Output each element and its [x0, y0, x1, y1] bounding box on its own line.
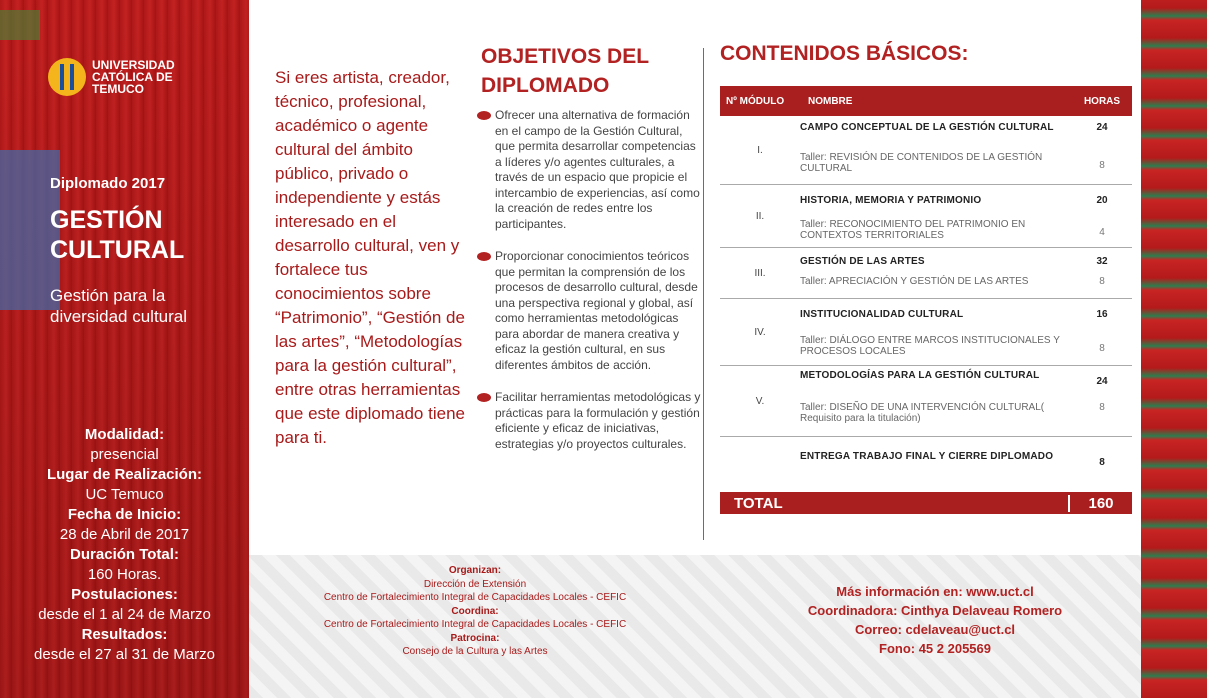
organizers-heading: Organizan:	[448, 565, 502, 576]
objective-text: Proporcionar conocimientos teóricos que permitan la comprensión de los procesos de desarrollo cultural, desde una perspectiva regional y global, así como herramientas metodológicas para abordar de manera creativa y eficaz la gestión cultural, en sus diferentes ámbitos de acción.	[495, 249, 698, 372]
module-hours: 16	[1096, 309, 1108, 320]
header-cell: NOMBRE	[808, 95, 853, 107]
table-row	[720, 185, 1132, 248]
university-logo	[48, 58, 175, 96]
table-row	[720, 437, 1132, 489]
organizer-line: Dirección de Extensión	[423, 578, 527, 590]
module-name: METODOLOGÍAS PARA LA GESTIÓN CULTURAL	[800, 370, 1040, 381]
subtitle-line: diversidad cultural	[50, 307, 188, 326]
logo-line: UNIVERSIDAD	[92, 58, 175, 72]
detail-key: Lugar de Realización:	[46, 466, 203, 483]
bullet-icon	[477, 252, 491, 261]
module-cell	[800, 299, 1132, 365]
workshop-name: Taller: DIÁLOGO ENTRE MARCOS INSTITUCIONALES Y PROCESOS LOCALES	[800, 335, 1060, 357]
objective-text: Facilitar herramientas metodológicas y prácticas para la formulación y gestión eficiente y eficaz de iniciativas, estrategias y/o proyectos culturales.	[495, 390, 701, 451]
title-line: CULTURAL	[50, 236, 185, 264]
module-hours: 8	[1099, 457, 1105, 468]
coordinator-heading: Coordina:	[451, 605, 499, 617]
title-line: OBJETIVOS DEL	[481, 45, 650, 68]
logo-icon	[48, 58, 86, 96]
detail-value: desde el 27 al 31 de Marzo	[34, 646, 215, 663]
detail-value: UC Temuco	[85, 486, 164, 503]
module-hours: 20	[1096, 195, 1108, 206]
workshop-hours: 8	[1099, 276, 1105, 287]
table-row	[720, 248, 1132, 299]
total-value: 160	[1068, 495, 1132, 512]
info-coordinator: Coordinadora: Cinthya Delaveau Romero	[807, 603, 1063, 618]
sponsor-line: Consejo de la Cultura y las Artes	[402, 646, 548, 657]
objective-item	[477, 108, 702, 232]
objectives-list	[477, 108, 702, 469]
module-number: I.	[757, 144, 763, 156]
objective-text: Ofrecer una alternativa de formación en el campo de la Gestión Cultural, que permita desarrollar competencias a líderes y/o agentes culturales, a través de un espacio que propicie el intercambio de experiencias, así como la creación de redes entre los participantes.	[495, 108, 700, 231]
detail-key: Resultados:	[81, 626, 168, 643]
workshop-name: Taller: REVISIÓN DE CONTENIDOS DE LA GESTIÓN CULTURAL	[800, 152, 1043, 174]
contents-table	[720, 86, 1132, 489]
info-website[interactable]: Más información en: www.uct.cl	[836, 584, 1034, 599]
objective-item	[477, 249, 702, 373]
title-line: GESTIÓN	[50, 206, 163, 234]
workshop-name: Taller: RECONOCIMIENTO DEL PATRIMONIO EN CONTEXTOS TERRITORIALES	[800, 219, 1026, 241]
diploma-subtitle	[50, 285, 187, 327]
detail-key: Fecha de Inicio:	[67, 506, 182, 523]
decorative-strip	[1141, 0, 1207, 698]
bullet-icon	[477, 111, 491, 120]
workshop-hours: 8	[1099, 402, 1105, 413]
objectives-title	[481, 42, 649, 100]
header-cell: Nº MÓDULO	[726, 95, 785, 107]
detail-value: desde el 1 al 24 de Marzo	[38, 606, 211, 623]
divider	[703, 48, 704, 540]
module-name: HISTORIA, MEMORIA Y PATRIMONIO	[800, 195, 982, 206]
module-cell	[800, 116, 1132, 184]
module-cell	[800, 437, 1132, 489]
module-number: III.	[754, 267, 766, 279]
diploma-title	[50, 205, 184, 265]
module-name: INSTITUCIONALIDAD CULTURAL	[800, 309, 964, 320]
module-name: CAMPO CONCEPTUAL DE LA GESTIÓN CULTURAL	[800, 122, 1054, 133]
program-details	[0, 425, 249, 665]
logo-line: TEMUCO	[92, 82, 144, 96]
module-hours: 24	[1096, 122, 1108, 133]
logo-line: CATÓLICA DE	[92, 70, 173, 84]
total-label: TOTAL	[734, 494, 783, 512]
module-name: ENTREGA TRABAJO FINAL Y CIERRE DIPLOMADO	[800, 451, 1054, 462]
module-number: V.	[755, 395, 765, 407]
header-cell: HORAS	[1083, 95, 1121, 107]
diploma-year: Diplomado 2017	[50, 175, 166, 192]
module-cell	[800, 248, 1132, 298]
module-number	[720, 437, 800, 489]
decorative-block	[0, 10, 40, 40]
detail-value: 28 de Abril de 2017	[59, 526, 190, 543]
detail-key: Modalidad:	[84, 426, 165, 443]
module-number: II.	[755, 210, 765, 222]
detail-key: Postulaciones:	[71, 586, 178, 603]
contents-title: CONTENIDOS BÁSICOS:	[720, 42, 969, 65]
table-row	[720, 116, 1132, 185]
module-number: IV.	[754, 326, 766, 338]
detail-key: Duración Total:	[70, 546, 179, 563]
module-cell	[800, 185, 1132, 247]
total-row	[720, 492, 1132, 514]
objective-item	[477, 390, 702, 452]
title-line: DIPLOMADO	[481, 74, 610, 97]
info-phone: Fono: 45 2 205569	[879, 641, 991, 656]
workshop-name: Taller: DISEÑO DE UNA INTERVENCIÓN CULTURAL( Requisito para la titulación)	[800, 402, 1045, 424]
workshop-name: Taller: APRECIACIÓN Y GESTIÓN DE LAS ARTES	[800, 276, 1029, 287]
table-row	[720, 299, 1132, 366]
coordinator-line: Centro de Fortalecimiento Integral de Capacidades Locales - CEFIC	[323, 619, 627, 630]
module-cell	[800, 366, 1132, 436]
organizer-line: Centro de Fortalecimiento Integral de Capacidades Locales - CEFIC	[323, 592, 627, 603]
workshop-hours: 8	[1099, 343, 1105, 354]
organizers	[290, 564, 660, 659]
workshop-hours: 4	[1099, 227, 1105, 238]
detail-value: presencial	[90, 446, 159, 463]
module-hours: 32	[1096, 256, 1108, 267]
workshop-hours: 8	[1099, 160, 1105, 171]
intro-text: Si eres artista, creador, técnico, profesional, académico o agente cultural del ámbito público, privado o independiente y estás interesado en el desarrollo cultural, ven y fortalece tus conocimientos sobre “Patrimonio”, “Gestión de las artes”, “Metodologías para la gestión cultural”, entre otras herramientas que este diplomado tiene para ti.	[275, 68, 465, 447]
sponsor-heading: Patrocina:	[450, 632, 500, 644]
subtitle-line: Gestión para la	[50, 286, 166, 305]
module-name: GESTIÓN DE LAS ARTES	[800, 256, 925, 267]
contact-info	[790, 582, 1080, 658]
info-email[interactable]: Correo: cdelaveau@uct.cl	[854, 622, 1016, 637]
bullet-icon	[477, 393, 491, 402]
table-row	[720, 366, 1132, 437]
table-header	[720, 86, 1132, 116]
logo-text	[92, 59, 175, 95]
detail-value: 160 Horas.	[87, 566, 162, 583]
module-hours: 24	[1096, 376, 1108, 387]
